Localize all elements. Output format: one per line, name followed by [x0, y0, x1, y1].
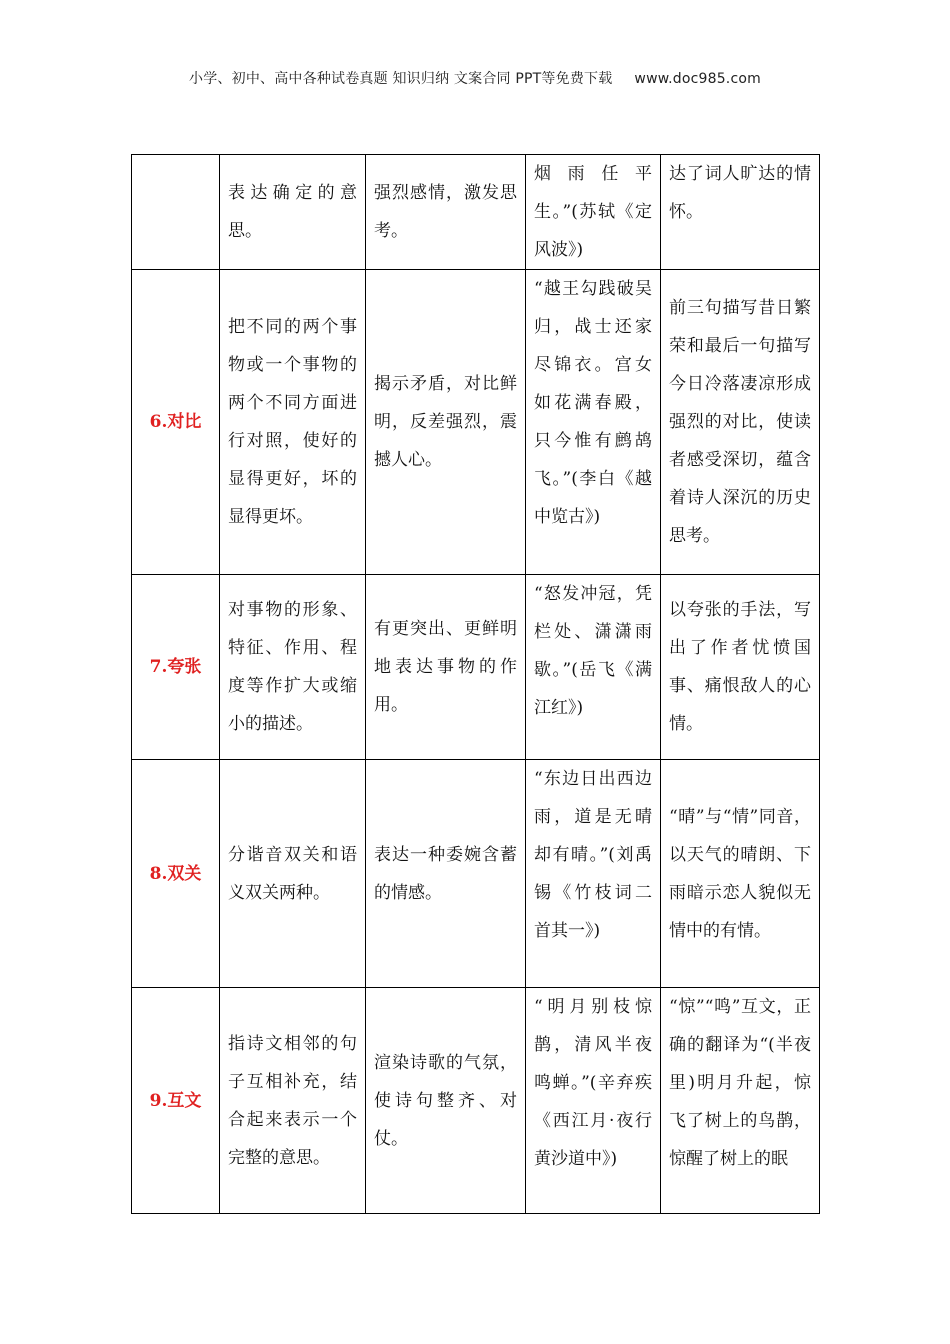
effect-cell: “晴”与“情”同音，以天气的晴朗、下雨暗示恋人貌似无情中的有情。 [661, 760, 820, 988]
header-text: 小学、初中、高中各种试卷真题 知识归纳 文案合同 PPT等免费下载 [189, 71, 613, 87]
function-cell: 揭示矛盾，对比鲜明，反差强烈，震撼人心。 [366, 270, 526, 575]
definition-cell: 把不同的两个事物或一个事物的两个不同方面进行对照，使好的显得更好，坏的显得更坏。 [220, 270, 366, 575]
example-cell: 烟雨任平生。”(苏轼《定风波》) [526, 155, 661, 270]
effect-cell: 达了词人旷达的情怀。 [661, 155, 820, 270]
effect-cell: 前三句描写昔日繁荣和最后一句描写今日冷落凄凉形成强烈的对比，使读者感受深切，蕴含着诗人深沉的历史思考。 [661, 270, 820, 575]
effect-cell: “惊”“鸣”互文，正确的翻译为“(半夜里)明月升起，惊飞了树上的鸟鹊，惊醒了树上的眠 [661, 988, 820, 1214]
definition-cell: 分谐音双关和语义双关两种。 [220, 760, 366, 988]
technique-name-cell: 8.双关 [132, 760, 220, 988]
definition-cell: 表达确定的意思。 [220, 155, 366, 270]
function-cell: 强烈感情，激发思考。 [366, 155, 526, 270]
table-row [132, 988, 820, 1214]
rhetoric-table [131, 154, 820, 1214]
technique-name-cell: 7.夸张 [132, 575, 220, 760]
technique-name-cell: 6.对比 [132, 270, 220, 575]
table-row [132, 760, 820, 988]
definition-cell: 对事物的形象、特征、作用、程度等作扩大或缩小的描述。 [220, 575, 366, 760]
example-cell: “怒发冲冠，凭栏处、潇潇雨歇。”(岳飞《满江红》) [526, 575, 661, 760]
page-header [0, 68, 950, 88]
header-url: www.doc985.com [634, 71, 761, 87]
function-cell: 表达一种委婉含蓄的情感。 [366, 760, 526, 988]
function-cell: 渲染诗歌的气氛，使诗句整齐、对仗。 [366, 988, 526, 1214]
table-row [132, 270, 820, 575]
example-cell: “东边日出西边雨，道是无晴却有晴。”(刘禹锡《竹枝词二首其一》) [526, 760, 661, 988]
example-cell: “明月别枝惊鹊，清风半夜鸣蝉。”(辛弃疾《西江月·夜行黄沙道中》) [526, 988, 661, 1214]
table-row [132, 575, 820, 760]
function-cell: 有更突出、更鲜明地表达事物的作用。 [366, 575, 526, 760]
technique-name-cell [132, 155, 220, 270]
technique-name-cell: 9.互文 [132, 988, 220, 1214]
table-row [132, 155, 820, 270]
example-cell: “越王勾践破吴归，战士还家尽锦衣。宫女如花满春殿，只今惟有鹧鸪飞。”(李白《越中览古》) [526, 270, 661, 575]
effect-cell: 以夸张的手法，写出了作者忧愤国事、痛恨敌人的心情。 [661, 575, 820, 760]
definition-cell: 指诗文相邻的句子互相补充，结合起来表示一个完整的意思。 [220, 988, 366, 1214]
